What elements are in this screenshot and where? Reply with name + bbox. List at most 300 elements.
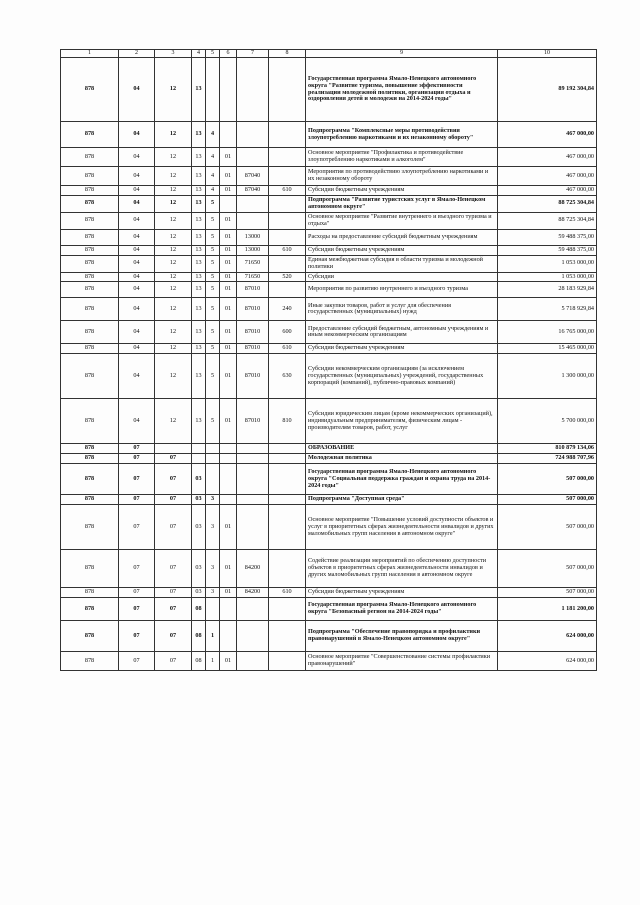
row-code-cell: 3 — [206, 550, 220, 588]
row-code-cell: 5 — [206, 255, 220, 272]
row-code-cell: 01 — [220, 344, 237, 354]
row-code-cell: 878 — [61, 354, 119, 399]
row-description-cell: Государственная программа Ямало-Ненецкого автономного округа "Безопасный регион на 2014-2024 годы" — [306, 598, 498, 621]
row-code-cell: 5 — [206, 245, 220, 255]
row-code-cell — [269, 229, 306, 245]
row-code-cell: 01 — [220, 272, 237, 282]
row-code-cell — [237, 58, 269, 122]
row-code-cell: 5 — [206, 399, 220, 444]
row-code-cell: 87010 — [237, 399, 269, 444]
row-code-cell: 04 — [119, 321, 155, 344]
row-description-cell: Субсидии юридическим лицам (кроме некоммерческих организаций), индивидуальным предпринимателям, физическим лицам - производителям товаров, работ, услуг — [306, 399, 498, 444]
row-code-cell: 04 — [119, 122, 155, 148]
row-description-cell: Предоставление субсидий бюджетным, автономным учреждениям и иным некоммерческим организациям — [306, 321, 498, 344]
row-code-cell: 04 — [119, 245, 155, 255]
row-code-cell: 610 — [269, 245, 306, 255]
row-code-cell: 12 — [155, 321, 192, 344]
row-amount-cell: 5 700 000,00 — [498, 399, 597, 444]
row-description-cell: Основное мероприятие "Развитие внутреннего и въездного туризма и отдыха" — [306, 212, 498, 229]
table-row — [61, 588, 597, 598]
row-amount-cell: 88 725 304,84 — [498, 212, 597, 229]
row-code-cell: 878 — [61, 148, 119, 167]
row-code-cell: 5 — [206, 298, 220, 321]
row-code-cell: 03 — [192, 495, 206, 505]
row-code-cell: 5 — [206, 282, 220, 298]
table-row — [61, 255, 597, 272]
row-description-cell: Основное мероприятие "Совершенствование системы профилактики правонарушений" — [306, 652, 498, 671]
row-code-cell: 13 — [192, 272, 206, 282]
row-code-cell: 12 — [155, 399, 192, 444]
row-code-cell: 87010 — [237, 321, 269, 344]
row-code-cell: 12 — [155, 344, 192, 354]
row-code-cell — [269, 195, 306, 212]
row-code-cell: 07 — [119, 444, 155, 454]
row-description-cell: Субсидии бюджетным учреждениям — [306, 186, 498, 196]
row-description-cell: Молодежная политика — [306, 454, 498, 464]
row-code-cell: 13000 — [237, 245, 269, 255]
row-code-cell: 04 — [119, 255, 155, 272]
row-code-cell: 878 — [61, 621, 119, 652]
row-code-cell: 04 — [119, 167, 155, 186]
row-code-cell: 01 — [220, 186, 237, 196]
row-code-cell — [237, 505, 269, 550]
row-code-cell: 5 — [206, 354, 220, 399]
row-code-cell: 13 — [192, 167, 206, 186]
row-code-cell: 04 — [119, 186, 155, 196]
row-code-cell: 03 — [192, 550, 206, 588]
row-code-cell: 600 — [269, 321, 306, 344]
row-description-cell: Субсидии бюджетным учреждениям — [306, 245, 498, 255]
row-code-cell — [206, 58, 220, 122]
table-row — [61, 321, 597, 344]
row-code-cell: 13 — [192, 344, 206, 354]
row-code-cell: 878 — [61, 652, 119, 671]
row-amount-cell: 28 183 929,84 — [498, 282, 597, 298]
row-code-cell: 878 — [61, 272, 119, 282]
row-code-cell: 1 — [206, 652, 220, 671]
row-code-cell: 4 — [206, 148, 220, 167]
row-amount-cell: 59 488 375,00 — [498, 245, 597, 255]
row-code-cell — [269, 282, 306, 298]
row-code-cell — [269, 58, 306, 122]
row-code-cell: 71650 — [237, 255, 269, 272]
row-code-cell: 12 — [155, 58, 192, 122]
row-code-cell: 12 — [155, 298, 192, 321]
row-code-cell: 3 — [206, 588, 220, 598]
row-description-cell: Расходы на предоставление субсидий бюджетным учреждениям — [306, 229, 498, 245]
row-amount-cell: 1 300 000,00 — [498, 354, 597, 399]
row-amount-cell: 59 488 375,00 — [498, 229, 597, 245]
row-code-cell: 878 — [61, 464, 119, 495]
row-description-cell: Государственная программа Ямало-Ненецкого автономного округа "Социальная поддержка граждан и охрана труда на 2014-2024 годы" — [306, 464, 498, 495]
table-row — [61, 58, 597, 122]
row-code-cell: 04 — [119, 148, 155, 167]
row-code-cell: 04 — [119, 212, 155, 229]
column-number-header: 1 — [61, 50, 119, 58]
row-code-cell: 4 — [206, 186, 220, 196]
table-row — [61, 167, 597, 186]
row-code-cell: 01 — [220, 550, 237, 588]
row-amount-cell: 88 725 304,84 — [498, 195, 597, 212]
row-code-cell: 13 — [192, 399, 206, 444]
row-code-cell — [237, 148, 269, 167]
row-code-cell: 07 — [119, 454, 155, 464]
column-number-header: 2 — [119, 50, 155, 58]
row-description-cell: Основное мероприятие "Повышение условий доступности объектов и услуг в приоритетных сферах жизнедеятельности инвалидов и других маломобильных групп населения в автономном округе" — [306, 505, 498, 550]
row-code-cell: 87010 — [237, 282, 269, 298]
row-code-cell: 07 — [155, 598, 192, 621]
row-code-cell: 04 — [119, 195, 155, 212]
row-code-cell: 878 — [61, 282, 119, 298]
row-code-cell: 878 — [61, 58, 119, 122]
row-amount-cell: 1 181 200,00 — [498, 598, 597, 621]
row-code-cell — [192, 444, 206, 454]
row-code-cell: 12 — [155, 167, 192, 186]
row-code-cell: 08 — [192, 598, 206, 621]
row-code-cell: 4 — [206, 122, 220, 148]
row-code-cell: 13000 — [237, 229, 269, 245]
row-code-cell — [220, 122, 237, 148]
row-description-cell: Подпрограмма "Комплексные меры противодействия злоупотреблению наркотиками и их незаконному обороту" — [306, 122, 498, 148]
row-code-cell: 12 — [155, 282, 192, 298]
row-code-cell — [237, 212, 269, 229]
row-code-cell: 13 — [192, 229, 206, 245]
row-code-cell: 07 — [155, 454, 192, 464]
row-description-cell: ОБРАЗОВАНИЕ — [306, 444, 498, 454]
table-row — [61, 621, 597, 652]
row-code-cell: 87010 — [237, 298, 269, 321]
row-description-cell: Содействие реализации мероприятий по обеспечению доступности объектов в приоритетных сферах жизнедеятельности инвалидов и других маломобильных групп населения в автономном округе — [306, 550, 498, 588]
row-code-cell: 878 — [61, 167, 119, 186]
row-code-cell: 3 — [206, 505, 220, 550]
table-row — [61, 245, 597, 255]
row-code-cell: 878 — [61, 255, 119, 272]
row-code-cell: 520 — [269, 272, 306, 282]
column-number-header: 7 — [237, 50, 269, 58]
row-code-cell — [269, 550, 306, 588]
budget-table — [60, 49, 597, 671]
row-code-cell: 13 — [192, 255, 206, 272]
row-code-cell — [237, 122, 269, 148]
table-row — [61, 354, 597, 399]
row-description-cell: Государственная программа Ямало-Ненецкого автономного округа "Развитие туризма, повышение эффективности реализации молодежной политики, организация отдыха и оздоровления детей и молодежи на 2014-2024 годы" — [306, 58, 498, 122]
row-code-cell — [237, 464, 269, 495]
row-code-cell: 12 — [155, 212, 192, 229]
row-code-cell: 87010 — [237, 354, 269, 399]
row-code-cell: 878 — [61, 454, 119, 464]
column-number-header: 9 — [306, 50, 498, 58]
row-code-cell: 07 — [119, 464, 155, 495]
row-code-cell: 878 — [61, 344, 119, 354]
row-code-cell: 01 — [220, 148, 237, 167]
row-code-cell: 13 — [192, 298, 206, 321]
row-code-cell: 07 — [119, 652, 155, 671]
row-code-cell: 87010 — [237, 344, 269, 354]
row-amount-cell: 507 000,00 — [498, 550, 597, 588]
row-code-cell: 13 — [192, 195, 206, 212]
row-code-cell: 07 — [155, 550, 192, 588]
row-amount-cell: 507 000,00 — [498, 495, 597, 505]
row-code-cell: 878 — [61, 321, 119, 344]
row-code-cell — [269, 505, 306, 550]
table-row — [61, 212, 597, 229]
row-code-cell: 12 — [155, 354, 192, 399]
row-code-cell: 5 — [206, 212, 220, 229]
row-code-cell: 01 — [220, 321, 237, 344]
row-code-cell: 08 — [192, 652, 206, 671]
row-code-cell: 01 — [220, 652, 237, 671]
row-code-cell: 878 — [61, 245, 119, 255]
row-description-cell: Субсидии бюджетным учреждениям — [306, 344, 498, 354]
row-code-cell — [269, 495, 306, 505]
row-code-cell: 04 — [119, 344, 155, 354]
row-code-cell: 13 — [192, 321, 206, 344]
row-code-cell: 01 — [220, 167, 237, 186]
row-code-cell: 01 — [220, 245, 237, 255]
row-code-cell — [220, 598, 237, 621]
row-amount-cell: 89 192 304,84 — [498, 58, 597, 122]
row-code-cell: 5 — [206, 344, 220, 354]
row-code-cell: 878 — [61, 122, 119, 148]
row-amount-cell: 1 053 000,00 — [498, 255, 597, 272]
row-code-cell: 07 — [119, 550, 155, 588]
table-row — [61, 195, 597, 212]
table-body — [61, 58, 597, 671]
row-code-cell: 610 — [269, 344, 306, 354]
row-code-cell — [237, 652, 269, 671]
row-description-cell: Подпрограмма "Развитие туристских услуг в Ямало-Ненецком автономном округе" — [306, 195, 498, 212]
row-amount-cell: 1 053 000,00 — [498, 272, 597, 282]
row-code-cell: 610 — [269, 588, 306, 598]
row-code-cell: 84200 — [237, 588, 269, 598]
row-code-cell: 240 — [269, 298, 306, 321]
table-row — [61, 454, 597, 464]
row-code-cell: 87040 — [237, 186, 269, 196]
row-code-cell — [269, 454, 306, 464]
row-code-cell: 878 — [61, 229, 119, 245]
row-code-cell: 01 — [220, 505, 237, 550]
row-code-cell: 07 — [155, 464, 192, 495]
table-row — [61, 505, 597, 550]
column-number-header: 3 — [155, 50, 192, 58]
row-code-cell: 878 — [61, 598, 119, 621]
row-amount-cell: 507 000,00 — [498, 588, 597, 598]
row-code-cell: 13 — [192, 354, 206, 399]
row-description-cell: Основное мероприятие "Профилактика и противодействие злоупотреблению наркотиками и алкоголем" — [306, 148, 498, 167]
row-code-cell: 5 — [206, 195, 220, 212]
row-code-cell: 71650 — [237, 272, 269, 282]
row-amount-cell: 15 465 000,00 — [498, 344, 597, 354]
row-code-cell — [206, 464, 220, 495]
row-code-cell: 810 — [269, 399, 306, 444]
row-code-cell: 12 — [155, 272, 192, 282]
row-code-cell: 07 — [155, 652, 192, 671]
row-description-cell: Иные закупки товаров, работ и услуг для обеспечения государственных (муниципальных) нужд — [306, 298, 498, 321]
row-code-cell: 07 — [155, 495, 192, 505]
row-amount-cell: 507 000,00 — [498, 464, 597, 495]
row-code-cell — [237, 195, 269, 212]
column-number-header: 10 — [498, 50, 597, 58]
row-description-cell: Субсидии некоммерческим организациям (за исключением государственных (муниципальных) учреждений, государственных корпораций (компаний), публично-правовых компаний) — [306, 354, 498, 399]
row-code-cell: 630 — [269, 354, 306, 399]
row-code-cell: 12 — [155, 255, 192, 272]
row-code-cell: 07 — [119, 495, 155, 505]
row-code-cell — [192, 454, 206, 464]
row-code-cell: 07 — [119, 588, 155, 598]
row-code-cell: 610 — [269, 186, 306, 196]
row-code-cell: 07 — [119, 505, 155, 550]
row-code-cell — [220, 621, 237, 652]
row-amount-cell: 724 988 707,96 — [498, 454, 597, 464]
row-code-cell — [237, 621, 269, 652]
row-code-cell — [269, 255, 306, 272]
column-number-header: 4 — [192, 50, 206, 58]
row-code-cell: 01 — [220, 229, 237, 245]
row-code-cell: 01 — [220, 282, 237, 298]
row-code-cell: 07 — [119, 621, 155, 652]
row-code-cell: 07 — [155, 505, 192, 550]
row-description-cell: Подпрограмма "Обеспечение правопорядка и профилактики правонарушений в Ямало-Ненецком автономном округе" — [306, 621, 498, 652]
row-code-cell: 07 — [155, 588, 192, 598]
row-code-cell — [206, 454, 220, 464]
row-code-cell — [237, 444, 269, 454]
row-code-cell: 878 — [61, 505, 119, 550]
row-description-cell: Субсидии бюджетным учреждениям — [306, 588, 498, 598]
table-row — [61, 344, 597, 354]
row-code-cell: 01 — [220, 298, 237, 321]
row-code-cell — [220, 495, 237, 505]
row-code-cell: 878 — [61, 588, 119, 598]
row-code-cell — [220, 454, 237, 464]
row-description-cell: Мероприятия по развитию внутреннего и въездного туризма — [306, 282, 498, 298]
row-code-cell: 13 — [192, 212, 206, 229]
table-row — [61, 652, 597, 671]
table-row — [61, 148, 597, 167]
row-code-cell: 878 — [61, 495, 119, 505]
row-amount-cell: 467 000,00 — [498, 167, 597, 186]
row-code-cell: 12 — [155, 148, 192, 167]
row-code-cell: 3 — [206, 495, 220, 505]
row-amount-cell: 624 000,00 — [498, 621, 597, 652]
row-code-cell: 08 — [192, 621, 206, 652]
row-code-cell: 04 — [119, 298, 155, 321]
row-code-cell: 13 — [192, 148, 206, 167]
table-row — [61, 282, 597, 298]
row-code-cell: 04 — [119, 399, 155, 444]
table-row — [61, 399, 597, 444]
row-code-cell — [220, 195, 237, 212]
row-code-cell: 01 — [220, 255, 237, 272]
row-description-cell: Субсидии — [306, 272, 498, 282]
row-amount-cell: 5 718 929,84 — [498, 298, 597, 321]
table-row — [61, 229, 597, 245]
row-code-cell: 878 — [61, 186, 119, 196]
row-amount-cell: 624 000,00 — [498, 652, 597, 671]
row-amount-cell: 507 000,00 — [498, 505, 597, 550]
row-description-cell: Мероприятия по противодействию злоупотреблению наркотиками и их незаконному обороту — [306, 167, 498, 186]
row-amount-cell: 467 000,00 — [498, 148, 597, 167]
row-amount-cell: 467 000,00 — [498, 186, 597, 196]
row-code-cell: 5 — [206, 229, 220, 245]
row-code-cell: 878 — [61, 444, 119, 454]
row-code-cell: 04 — [119, 282, 155, 298]
column-number-header: 8 — [269, 50, 306, 58]
row-code-cell: 04 — [119, 354, 155, 399]
table-row — [61, 495, 597, 505]
row-code-cell: 01 — [220, 588, 237, 598]
row-code-cell: 878 — [61, 550, 119, 588]
row-code-cell — [237, 598, 269, 621]
table-row — [61, 444, 597, 454]
row-code-cell — [206, 444, 220, 454]
row-code-cell: 13 — [192, 245, 206, 255]
row-code-cell: 5 — [206, 321, 220, 344]
row-code-cell — [269, 444, 306, 454]
row-code-cell: 13 — [192, 186, 206, 196]
row-code-cell — [237, 454, 269, 464]
row-code-cell: 04 — [119, 272, 155, 282]
row-code-cell: 878 — [61, 195, 119, 212]
row-code-cell: 04 — [119, 229, 155, 245]
row-code-cell — [269, 167, 306, 186]
row-code-cell — [269, 212, 306, 229]
row-code-cell — [269, 464, 306, 495]
row-code-cell — [269, 621, 306, 652]
table-row — [61, 186, 597, 196]
row-code-cell — [206, 598, 220, 621]
row-code-cell: 07 — [119, 598, 155, 621]
row-code-cell: 878 — [61, 399, 119, 444]
row-code-cell: 12 — [155, 245, 192, 255]
row-code-cell: 04 — [119, 58, 155, 122]
table-row — [61, 598, 597, 621]
table-row — [61, 464, 597, 495]
column-number-header: 6 — [220, 50, 237, 58]
row-code-cell: 4 — [206, 167, 220, 186]
row-code-cell: 12 — [155, 122, 192, 148]
row-code-cell — [155, 444, 192, 454]
row-amount-cell: 467 000,00 — [498, 122, 597, 148]
row-code-cell: 03 — [192, 588, 206, 598]
row-code-cell: 07 — [155, 621, 192, 652]
row-code-cell: 01 — [220, 399, 237, 444]
row-code-cell: 13 — [192, 122, 206, 148]
row-code-cell — [269, 122, 306, 148]
row-amount-cell: 810 879 134,06 — [498, 444, 597, 454]
row-description-cell: Единая межбюджетная субсидия в области туризма и молодежной политики — [306, 255, 498, 272]
row-code-cell — [269, 652, 306, 671]
row-code-cell: 5 — [206, 272, 220, 282]
row-code-cell: 12 — [155, 186, 192, 196]
row-code-cell: 01 — [220, 212, 237, 229]
row-code-cell: 84200 — [237, 550, 269, 588]
row-amount-cell: 16 765 000,00 — [498, 321, 597, 344]
row-code-cell — [269, 598, 306, 621]
column-number-header: 5 — [206, 50, 220, 58]
row-code-cell: 878 — [61, 212, 119, 229]
row-code-cell: 13 — [192, 282, 206, 298]
row-code-cell: 01 — [220, 354, 237, 399]
row-code-cell — [237, 495, 269, 505]
row-code-cell: 1 — [206, 621, 220, 652]
row-code-cell: 12 — [155, 195, 192, 212]
row-code-cell: 03 — [192, 505, 206, 550]
row-code-cell: 878 — [61, 298, 119, 321]
row-code-cell — [220, 58, 237, 122]
row-code-cell: 87040 — [237, 167, 269, 186]
table-row — [61, 272, 597, 282]
table-row — [61, 298, 597, 321]
